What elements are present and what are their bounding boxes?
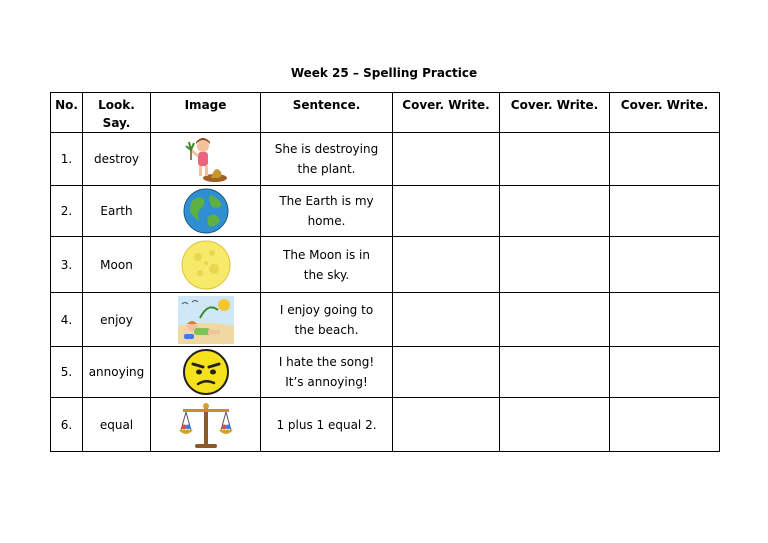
cover-write-cell[interactable] [500,347,610,398]
cover-write-cell[interactable] [393,398,500,452]
cover-write-cell[interactable] [500,133,610,186]
example-sentence: I enjoy going to the beach. [261,293,393,347]
example-sentence: The Moon is in the sky. [261,237,393,293]
cover-write-cell[interactable] [393,237,500,293]
worksheet-title: Week 25 – Spelling Practice [290,66,478,80]
row-number: 5. [51,347,83,398]
cover-write-cell[interactable] [610,293,720,347]
spelling-word: Earth [83,186,151,237]
cover-write-cell[interactable] [610,237,720,293]
word-picture-cell [151,237,261,293]
header-no: No. [51,93,83,133]
word-picture-cell [151,133,261,186]
cover-write-cell[interactable] [500,398,610,452]
cover-write-cell[interactable] [610,186,720,237]
cover-write-cell[interactable] [500,237,610,293]
word-picture-cell [151,398,261,452]
word-picture-cell [151,347,261,398]
cover-write-cell[interactable] [610,398,720,452]
header-look-say: Look. Say. [83,93,151,133]
spelling-word: Moon [83,237,151,293]
spelling-word: enjoy [83,293,151,347]
row-number: 1. [51,133,83,186]
balance-scale-picture [177,400,235,450]
spelling-word: equal [83,398,151,452]
word-picture-cell [151,293,261,347]
cover-write-cell[interactable] [500,186,610,237]
cover-write-cell[interactable] [500,293,610,347]
example-sentence: 1 plus 1 equal 2. [261,398,393,452]
example-sentence: She is destroying the plant. [261,133,393,186]
row-number: 3. [51,237,83,293]
cover-write-cell[interactable] [610,133,720,186]
spelling-table [50,92,720,452]
word-picture-cell [151,186,261,237]
example-sentence: I hate the song! It’s annoying! [261,347,393,398]
example-sentence: The Earth is my home. [261,186,393,237]
table-row [51,186,720,237]
header-row [51,93,720,133]
cover-write-cell[interactable] [393,133,500,186]
table-row [51,237,720,293]
child-at-beach-picture [178,296,234,344]
row-number: 2. [51,186,83,237]
header-sentence: Sentence. [261,93,393,133]
table-row [51,133,720,186]
table-row [51,398,720,452]
table-row [51,347,720,398]
header-cover-write: Cover. Write. [393,93,500,133]
cover-write-cell[interactable] [393,186,500,237]
header-cover-write: Cover. Write. [500,93,610,133]
annoyed-face-picture [182,348,230,396]
cover-write-cell[interactable] [393,293,500,347]
spelling-word: destroy [83,133,151,186]
row-number: 6. [51,398,83,452]
cover-write-cell[interactable] [610,347,720,398]
table-row [51,293,720,347]
header-image: Image [151,93,261,133]
full-moon-picture [180,239,232,291]
girl-pulling-plant-picture [181,134,231,184]
spelling-word: annoying [83,347,151,398]
cover-write-cell[interactable] [393,347,500,398]
row-number: 4. [51,293,83,347]
earth-globe-picture [182,187,230,235]
header-cover-write: Cover. Write. [610,93,720,133]
